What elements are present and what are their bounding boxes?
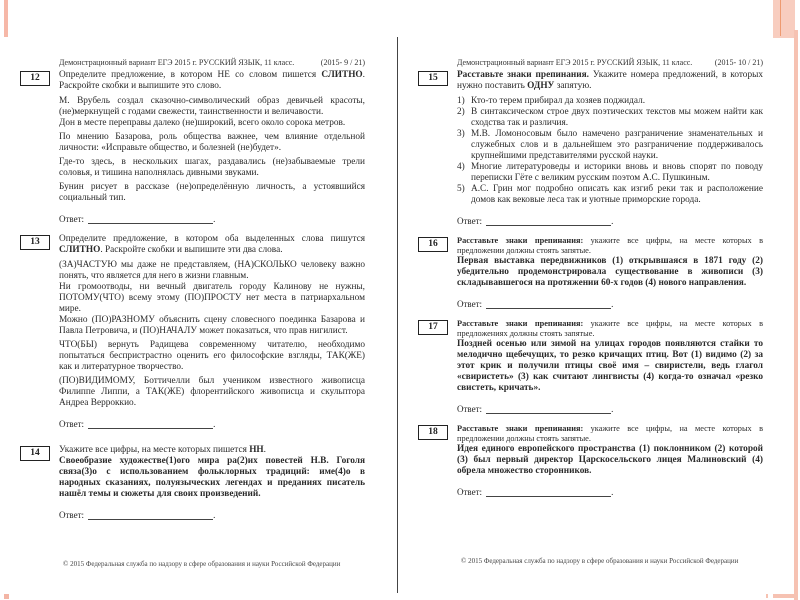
sentence: По мнению Базарова, роль общества важнее, чем влияние отдельной личности: «Исправьте общество, и болезней (не)будет». — [59, 132, 365, 153]
accent-bar-bottom-right — [773, 594, 798, 598]
sentence: Дон в месте переправы далеко (не)широкий, всего около сорока метров. — [59, 118, 346, 128]
list-item: 2) В синтаксическом строе двух поэтических текстов мы можем найти как сходства так и различия. — [457, 107, 763, 128]
accent-mark-bottom-right — [766, 594, 768, 598]
answer-line[interactable] — [88, 510, 213, 520]
answer-line[interactable] — [88, 419, 213, 429]
accent-bar-right — [794, 30, 798, 600]
sentence: (ПО)ВИДИМОМУ, Боттичелли был учеником известного живописца Филиппе Липпи, а ТАК(ЖЕ) флорентийского живописца и скульптора Андреа Верроккио. — [59, 376, 365, 408]
list-item: 3) М.В. Ломоносовым было намечено разграничение знаменательных и служебных слов и в дальнейшем это разграничение поддерживалось крупнейшими представителями русской науки. — [457, 129, 763, 161]
answer-label: Ответ: — [59, 510, 85, 520]
sentence: Где-то здесь, в нескольких шагах, раздавались (не)забываемые трели соловья, и тишина наполнялась дивными звуками. — [59, 157, 365, 178]
task-number: 12 — [20, 71, 50, 86]
task-prompt: Определите предложение, в котором НЕ со словом пишется СЛИТНО. Раскройте скобки и выпишите это слово. — [59, 70, 365, 91]
task-16 — [418, 236, 763, 309]
task-prompt: Укажите все цифры, на месте которых пишется НН. — [59, 445, 266, 455]
list-item: 4) Многие литературоведы и историки вновь и вновь спорят по поводу переписки Гёте с великим русским поэтом А.С. Пушкиным. — [457, 162, 763, 183]
answer-label: Ответ: — [457, 487, 483, 497]
task-prompt: Расставьте знаки препинания. Укажите номера предложений, в которых нужно поставить ОДНУ запятую. — [457, 70, 763, 91]
task-13 — [20, 234, 365, 429]
answer-line[interactable] — [486, 216, 611, 226]
page-header — [59, 58, 365, 67]
left-page — [20, 58, 365, 530]
task-number: 18 — [418, 425, 448, 440]
sentence-list — [457, 96, 763, 206]
task-prompt: Определите предложение, в котором оба выделенных слова пишутся СЛИТНО. Раскройте скобки и выпишите эти два слова. — [59, 234, 365, 255]
task-number: 16 — [418, 237, 448, 252]
answer-field: Ответ: . — [457, 216, 614, 226]
header-page-number: (2015- 9 / 21) — [320, 58, 365, 67]
answer-field: Ответ: . — [457, 487, 614, 497]
answer-label: Ответ: — [59, 214, 85, 224]
page-header — [457, 58, 763, 67]
sentence: Бунин рисует в рассказе (не)определённую личность, а устоявшийся социальный тип. — [59, 182, 365, 203]
right-page — [418, 58, 763, 507]
task-12 — [20, 70, 365, 224]
copyright-footer: © 2015 Федеральная служба по надзору в сфере образования и науки Российской Федерации — [63, 560, 341, 568]
task-number: 15 — [418, 71, 448, 86]
task-prompt: Расставьте знаки препинания: укажите все цифры, на месте которых в предложениях должны стоять запятые. — [457, 319, 764, 338]
task-17 — [418, 319, 763, 414]
task-number: 17 — [418, 320, 448, 335]
answer-field: Ответ: . — [457, 299, 614, 309]
task-15 — [418, 70, 763, 226]
task-number: 14 — [20, 446, 50, 461]
accent-square-bottom-left — [4, 594, 9, 599]
answer-label: Ответ: — [457, 404, 483, 414]
task-14 — [20, 445, 365, 520]
header-title: Демонстрационный вариант ЕГЭ 2015 г. РУССКИЙ ЯЗЫК, 11 класс. — [59, 58, 295, 67]
task-prompt: Расставьте знаки препинания: укажите все цифры, на месте которых в предложении должны стоять запятые. — [457, 424, 764, 443]
task-text: Поздней осенью или зимой на улицах городов появляются стайки то мелодично щебечущих, то резко кричащих птиц. Вот (1) видимо (2) за этот крик и получили птицы своё имя – свиристели, ведь глагол «свиристеть» (3) как считают лингвисты (4) когда-то означал «резко свистеть, кричать». — [457, 339, 763, 393]
answer-field: Ответ: . — [59, 510, 216, 520]
answer-line[interactable] — [88, 214, 213, 224]
answer-line[interactable] — [486, 299, 611, 309]
answer-field: Ответ: . — [457, 404, 614, 414]
answer-line[interactable] — [486, 487, 611, 497]
task-text: Первая выставка передвижников (1) открывшаяся в 1871 году (2) убедительно продемонстрировала существование в живописи (3) складывавшегося на протяжении 60-х годов (4) нового направления. — [457, 256, 763, 288]
copyright-footer: © 2015 Федеральная служба по надзору в сфере образования и науки Российской Федерации — [461, 557, 739, 565]
header-title: Демонстрационный вариант ЕГЭ 2015 г. РУССКИЙ ЯЗЫК, 11 класс. — [457, 58, 693, 67]
accent-band-top-right — [773, 0, 795, 38]
answer-label: Ответ: — [59, 419, 85, 429]
answer-field: Ответ: . — [59, 419, 216, 429]
list-item: 1) Кто-то терем прибирал да хозяев поджидал. — [457, 96, 646, 106]
task-18 — [418, 424, 763, 497]
sentence: Ни громоотводы, ни вечный двигатель городу Калинову не нужны, ПОТОМУ(ЧТО) всему этому (ПО)ПРОСТУ нет места в патриархальном мире. — [59, 282, 365, 314]
sentence: (ЗА)ЧАСТУЮ мы даже не представляем, (НА)СКОЛЬКО человеку важно понять, что является для него в жизни главным. — [59, 260, 365, 281]
task-text: Своеобразие художестве(1)ого мира ра(2)их повестей Н.В. Гоголя связа(3)о с использованием фольклорных традиций: име(4)о в народных сказаниях, полуязыческих легендах и преданиях писатель нашёл темы и сюжеты для своих произведений. — [59, 456, 365, 499]
sentence: ЧТО(БЫ) вернуть Радищева современному читателю, необходимо попытаться беспристрастно оценить его философские взгляды, ТАК(ЖЕ) как и литературное творчество. — [59, 340, 365, 372]
header-page-number: (2015- 10 / 21) — [714, 58, 763, 67]
sentence: М. Врубель создал сказочно-символический образ девичьей красоты, (не)меркнущей с годами свежести, таинственности и величавости. — [59, 96, 365, 117]
task-text: Идея единого европейского пространства (1) поклонником (2) которой (3) был первый директор Царскосельского лицея Малиновский (4) обрела множество сторонников. — [457, 444, 763, 476]
task-prompt: Расставьте знаки препинания: укажите все цифры, на месте которых в предложении должны стоять запятые. — [457, 236, 764, 255]
answer-line[interactable] — [486, 404, 611, 414]
accent-bar-top-left — [4, 0, 8, 37]
task-number: 13 — [20, 235, 50, 250]
answer-label: Ответ: — [457, 216, 483, 226]
answer-field: Ответ: . — [59, 214, 216, 224]
accent-line-top-right — [780, 0, 781, 36]
sentence: Можно (ПО)РАЗНОМУ объяснить сцену словесного поединка Базарова и Павла Петровича, и (ПО)НАЧАЛУ может показаться, что прав нигилист. — [59, 315, 365, 336]
list-item: 5) А.С. Грин мог подробно описать как изгиб реки так и расположение домов как вековые леса так и уютные приморские города. — [457, 184, 763, 205]
page-divider — [397, 37, 398, 593]
answer-label: Ответ: — [457, 299, 483, 309]
